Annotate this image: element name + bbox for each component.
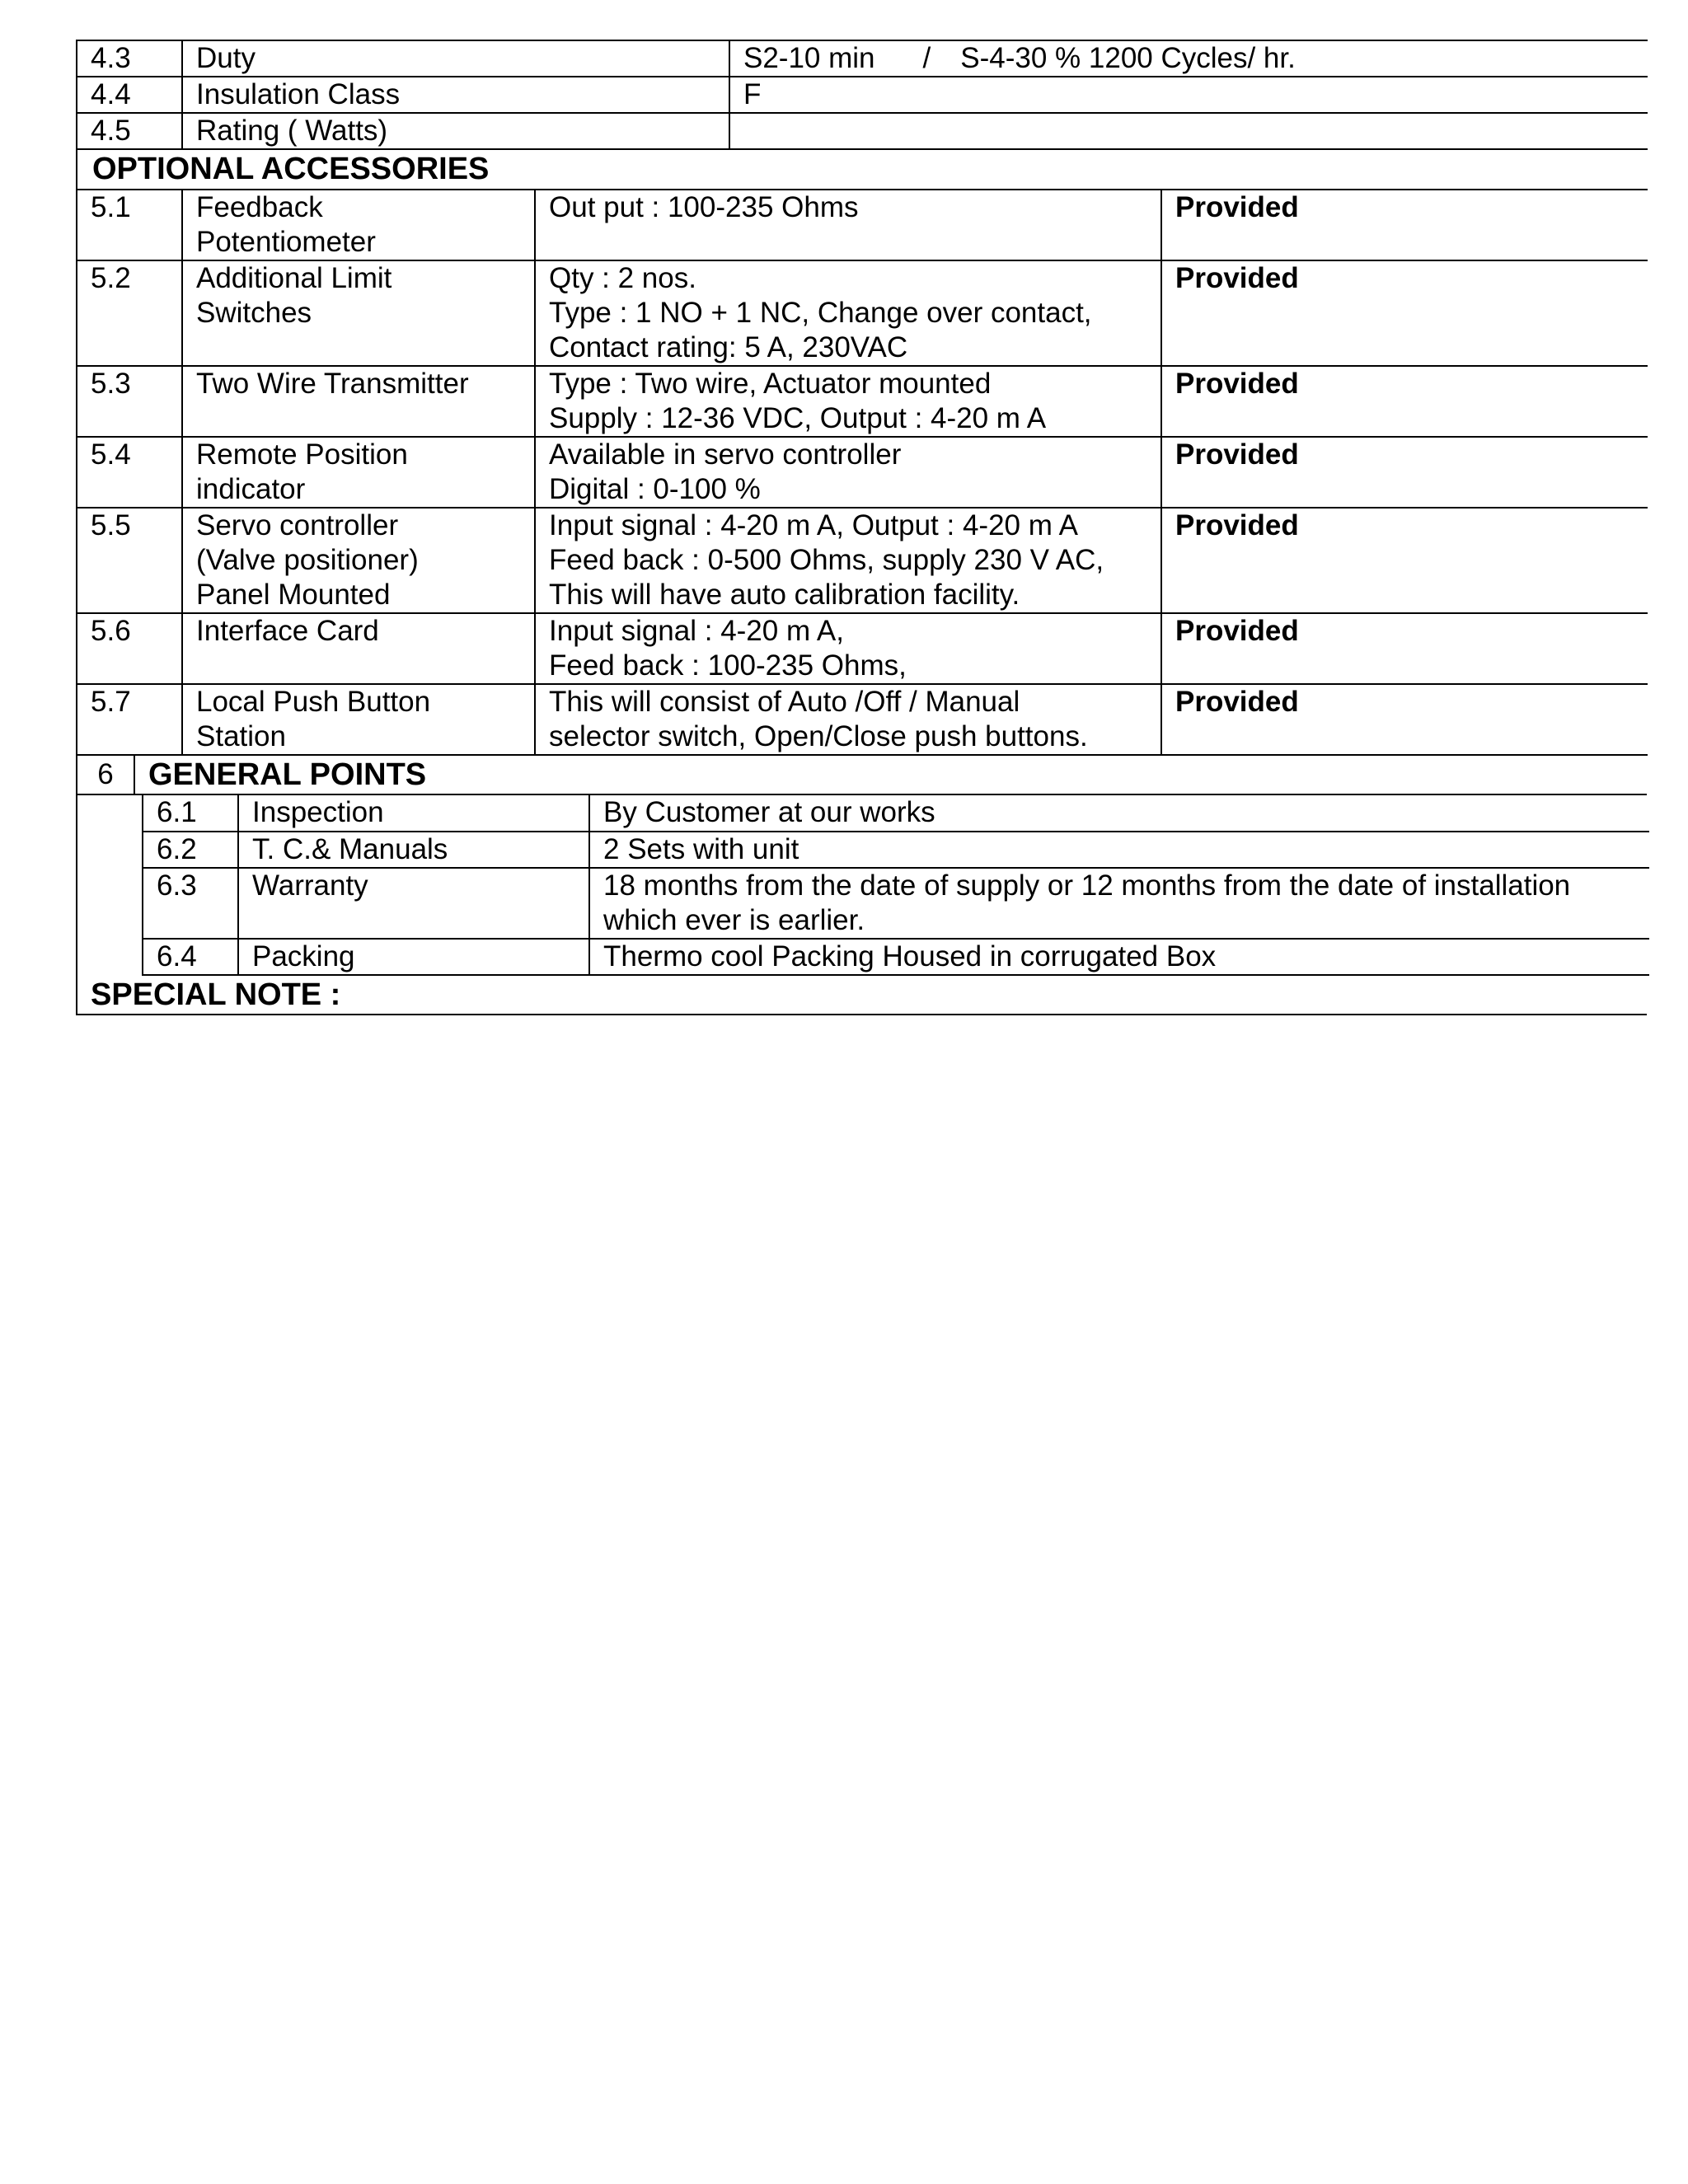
row-spec: This will consist of Auto /Off / Manual selector switch, Open/Close push buttons. [535,684,1161,755]
spec-table [76,40,1648,150]
section-title: OPTIONAL ACCESSORIES [77,150,1648,190]
row-value: 18 months from the date of supply or 12 months from the date of installation which ever is earlier. [589,868,1649,939]
table-row [77,508,1648,613]
status-provided: Provided [1161,366,1648,437]
status-provided: Provided [1161,508,1648,613]
row-value: F [729,77,1648,113]
row-spec: Input signal : 4-20 m A, Feed back : 100-235 Ohms, [535,613,1161,684]
general-points-section [76,756,1647,1015]
row-value: By Customer at our works [589,795,1649,832]
row-number: 6.2 [143,832,238,868]
row-number: 4.5 [77,113,182,149]
status-provided: Provided [1161,437,1648,508]
row-value [729,40,1648,77]
status-provided: Provided [1161,190,1648,260]
row-item: Remote Position indicator [182,437,535,508]
row-number: 5.5 [77,508,182,613]
status-provided: Provided [1161,613,1648,684]
row-item: Insulation Class [182,77,729,113]
row-number: 5.1 [77,190,182,260]
row-number: 6.3 [143,868,238,939]
optional-accessories-table [76,150,1648,756]
row-number: 4.3 [77,40,182,77]
table-row [77,613,1648,684]
row-item: Interface Card [182,613,535,684]
row-number: 4.4 [77,77,182,113]
table-row [77,437,1648,508]
table-row [77,190,1648,260]
duty-value-a: S2-10 min [743,42,875,74]
row-item: Rating ( Watts) [182,113,729,149]
section-number: 6 [77,756,135,794]
row-number: 6.4 [143,939,238,975]
table-row [143,795,1649,832]
row-item: Servo controller (Valve positioner) Panel Mounted [182,508,535,613]
table-row [77,684,1648,755]
special-note: SPECIAL NOTE : [76,976,1647,1015]
row-number: 5.3 [77,366,182,437]
table-row [143,939,1649,975]
table-row [77,260,1648,366]
row-number: 5.7 [77,684,182,755]
row-spec: Type : Two wire, Actuator mounted Supply : 12-36 VDC, Output : 4-20 m A [535,366,1161,437]
table-row [77,40,1648,77]
row-value: 2 Sets with unit [589,832,1649,868]
row-spec: Qty : 2 nos. Type : 1 NO + 1 NC, Change over contact, Contact rating: 5 A, 230VAC [535,260,1161,366]
row-number: 5.4 [77,437,182,508]
row-item: T. C.& Manuals [238,832,589,868]
row-item: Local Push Button Station [182,684,535,755]
section-header-row [77,150,1648,190]
section-title: GENERAL POINTS [148,757,427,792]
table-row [77,366,1648,437]
table-row [77,113,1648,149]
row-value [729,113,1648,149]
row-number: 5.6 [77,613,182,684]
row-item: Additional Limit Switches [182,260,535,366]
section-header-row [76,756,1647,795]
general-points-table [142,795,1649,976]
status-provided: Provided [1161,684,1648,755]
row-item: Two Wire Transmitter [182,366,535,437]
table-row [143,832,1649,868]
document-page [76,40,1647,1015]
row-number: 5.2 [77,260,182,366]
row-item: Duty [182,40,729,77]
row-item: Inspection [238,795,589,832]
row-spec: Input signal : 4-20 m A, Output : 4-20 m A Feed back : 0-500 Ohms, supply 230 V AC, This will have auto calibration facility. [535,508,1161,613]
general-points-body [76,795,1647,976]
row-value: Thermo cool Packing Housed in corrugated Box [589,939,1649,975]
status-provided: Provided [1161,260,1648,366]
row-item: Packing [238,939,589,975]
row-number: 6.1 [143,795,238,832]
row-spec: Out put : 100-235 Ohms [535,190,1161,260]
duty-value-b: S-4-30 % 1200 Cycles/ hr. [960,42,1296,74]
table-row [143,868,1649,939]
general-points-inner [142,795,1648,976]
row-item: Feedback Potentiometer [182,190,535,260]
row-item: Warranty [238,868,589,939]
row-spec: Available in servo controller Digital : 0-100 % [535,437,1161,508]
duty-separator: / [922,42,931,74]
table-row [77,77,1648,113]
